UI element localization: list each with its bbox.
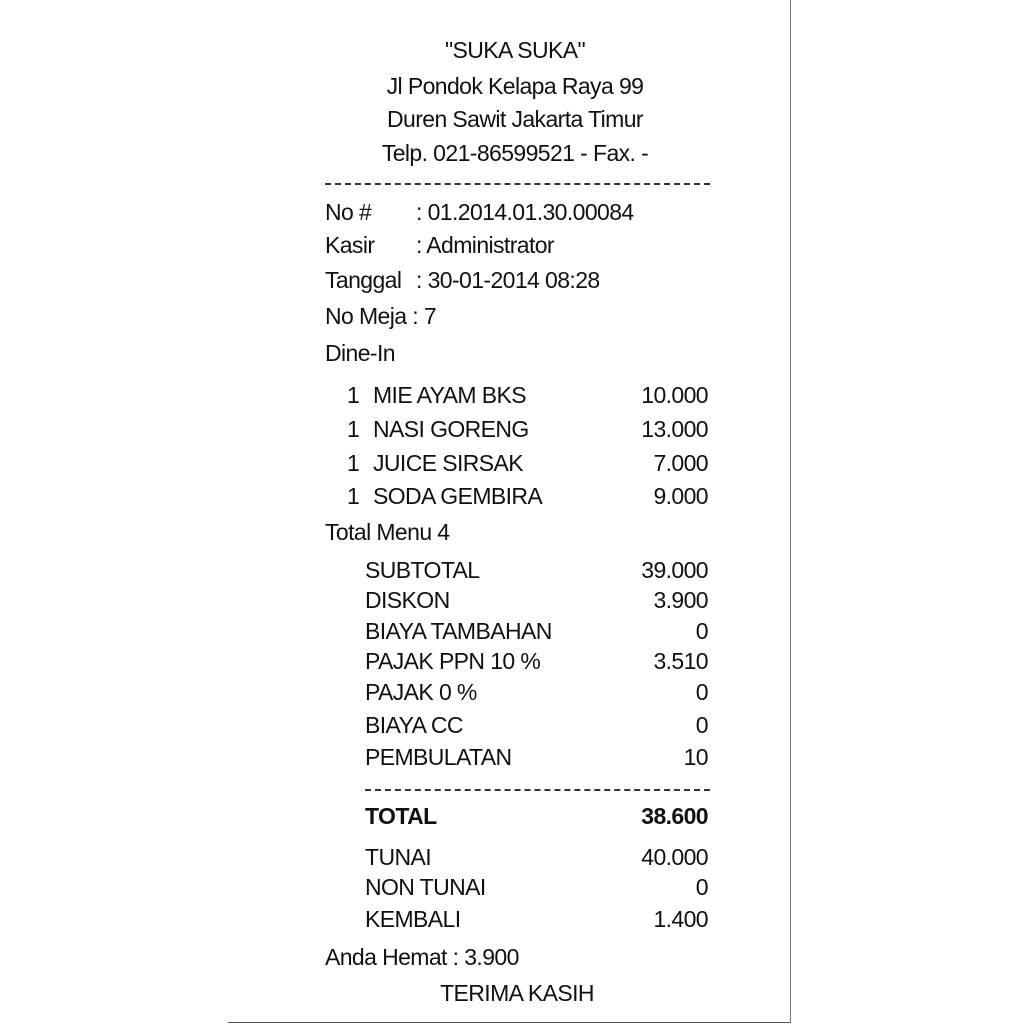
divider <box>325 183 710 185</box>
tanggal-label: Tanggal <box>325 267 402 293</box>
summary-label: BIAYA TAMBAHAN <box>365 618 552 644</box>
store-phone: Telp. 021-86599521 - Fax. - <box>381 140 649 166</box>
thank-you: TERIMA KASIH <box>440 980 594 1006</box>
item-price: 10.000 <box>641 382 708 408</box>
total-menu: Total Menu 4 <box>325 519 450 545</box>
item-qty: 1 <box>347 382 360 408</box>
store-address-1: Jl Pondok Kelapa Raya 99 <box>386 73 644 99</box>
no-value: : 01.2014.01.30.00084 <box>416 199 634 225</box>
item-qty: 1 <box>347 450 360 476</box>
table-number: No Meja : 7 <box>325 303 437 329</box>
summary-label: SUBTOTAL <box>365 557 480 583</box>
divider <box>365 789 710 791</box>
total-label: TOTAL <box>365 803 437 829</box>
item-qty: 1 <box>347 416 360 442</box>
kasir-value: : Administrator <box>416 232 554 258</box>
store-address-2: Duren Sawit Jakarta Timur <box>387 106 643 132</box>
item-qty: 1 <box>347 483 360 509</box>
summary-label: PAJAK 0 % <box>365 679 477 705</box>
receipt-bottom-edge <box>228 1022 791 1023</box>
store-name: "SUKA SUKA" <box>444 37 586 63</box>
summary-value: 0 <box>695 712 708 738</box>
no-label: No # <box>325 199 372 225</box>
summary-value: 3.510 <box>653 648 708 674</box>
summary-label: PAJAK PPN 10 % <box>365 648 541 674</box>
item-name: MIE AYAM BKS <box>373 382 526 408</box>
item-price: 9.000 <box>653 483 708 509</box>
item-name: SODA GEMBIRA <box>373 483 543 509</box>
payment-value: 1.400 <box>653 906 708 932</box>
summary-label: PEMBULATAN <box>365 744 512 770</box>
tanggal-value: : 30-01-2014 08:28 <box>416 267 600 293</box>
savings: Anda Hemat : 3.900 <box>325 944 519 970</box>
summary-value: 0 <box>695 679 708 705</box>
summary-label: DISKON <box>365 587 450 613</box>
item-price: 7.000 <box>653 450 708 476</box>
summary-value: 10 <box>683 744 708 770</box>
total-value: 38.600 <box>641 803 708 829</box>
payment-label: TUNAI <box>365 844 432 870</box>
payment-label: NON TUNAI <box>365 874 486 900</box>
order-type: Dine-In <box>325 340 395 366</box>
payment-label: KEMBALI <box>365 906 461 932</box>
summary-value: 3.900 <box>653 587 708 613</box>
payment-value: 40.000 <box>641 844 708 870</box>
item-name: JUICE SIRSAK <box>373 450 524 476</box>
kasir-label: Kasir <box>325 232 375 258</box>
summary-value: 0 <box>695 618 708 644</box>
payment-value: 0 <box>695 874 708 900</box>
summary-value: 39.000 <box>641 557 708 583</box>
summary-label: BIAYA CC <box>365 712 463 738</box>
item-name: NASI GORENG <box>373 416 529 442</box>
item-price: 13.000 <box>641 416 708 442</box>
